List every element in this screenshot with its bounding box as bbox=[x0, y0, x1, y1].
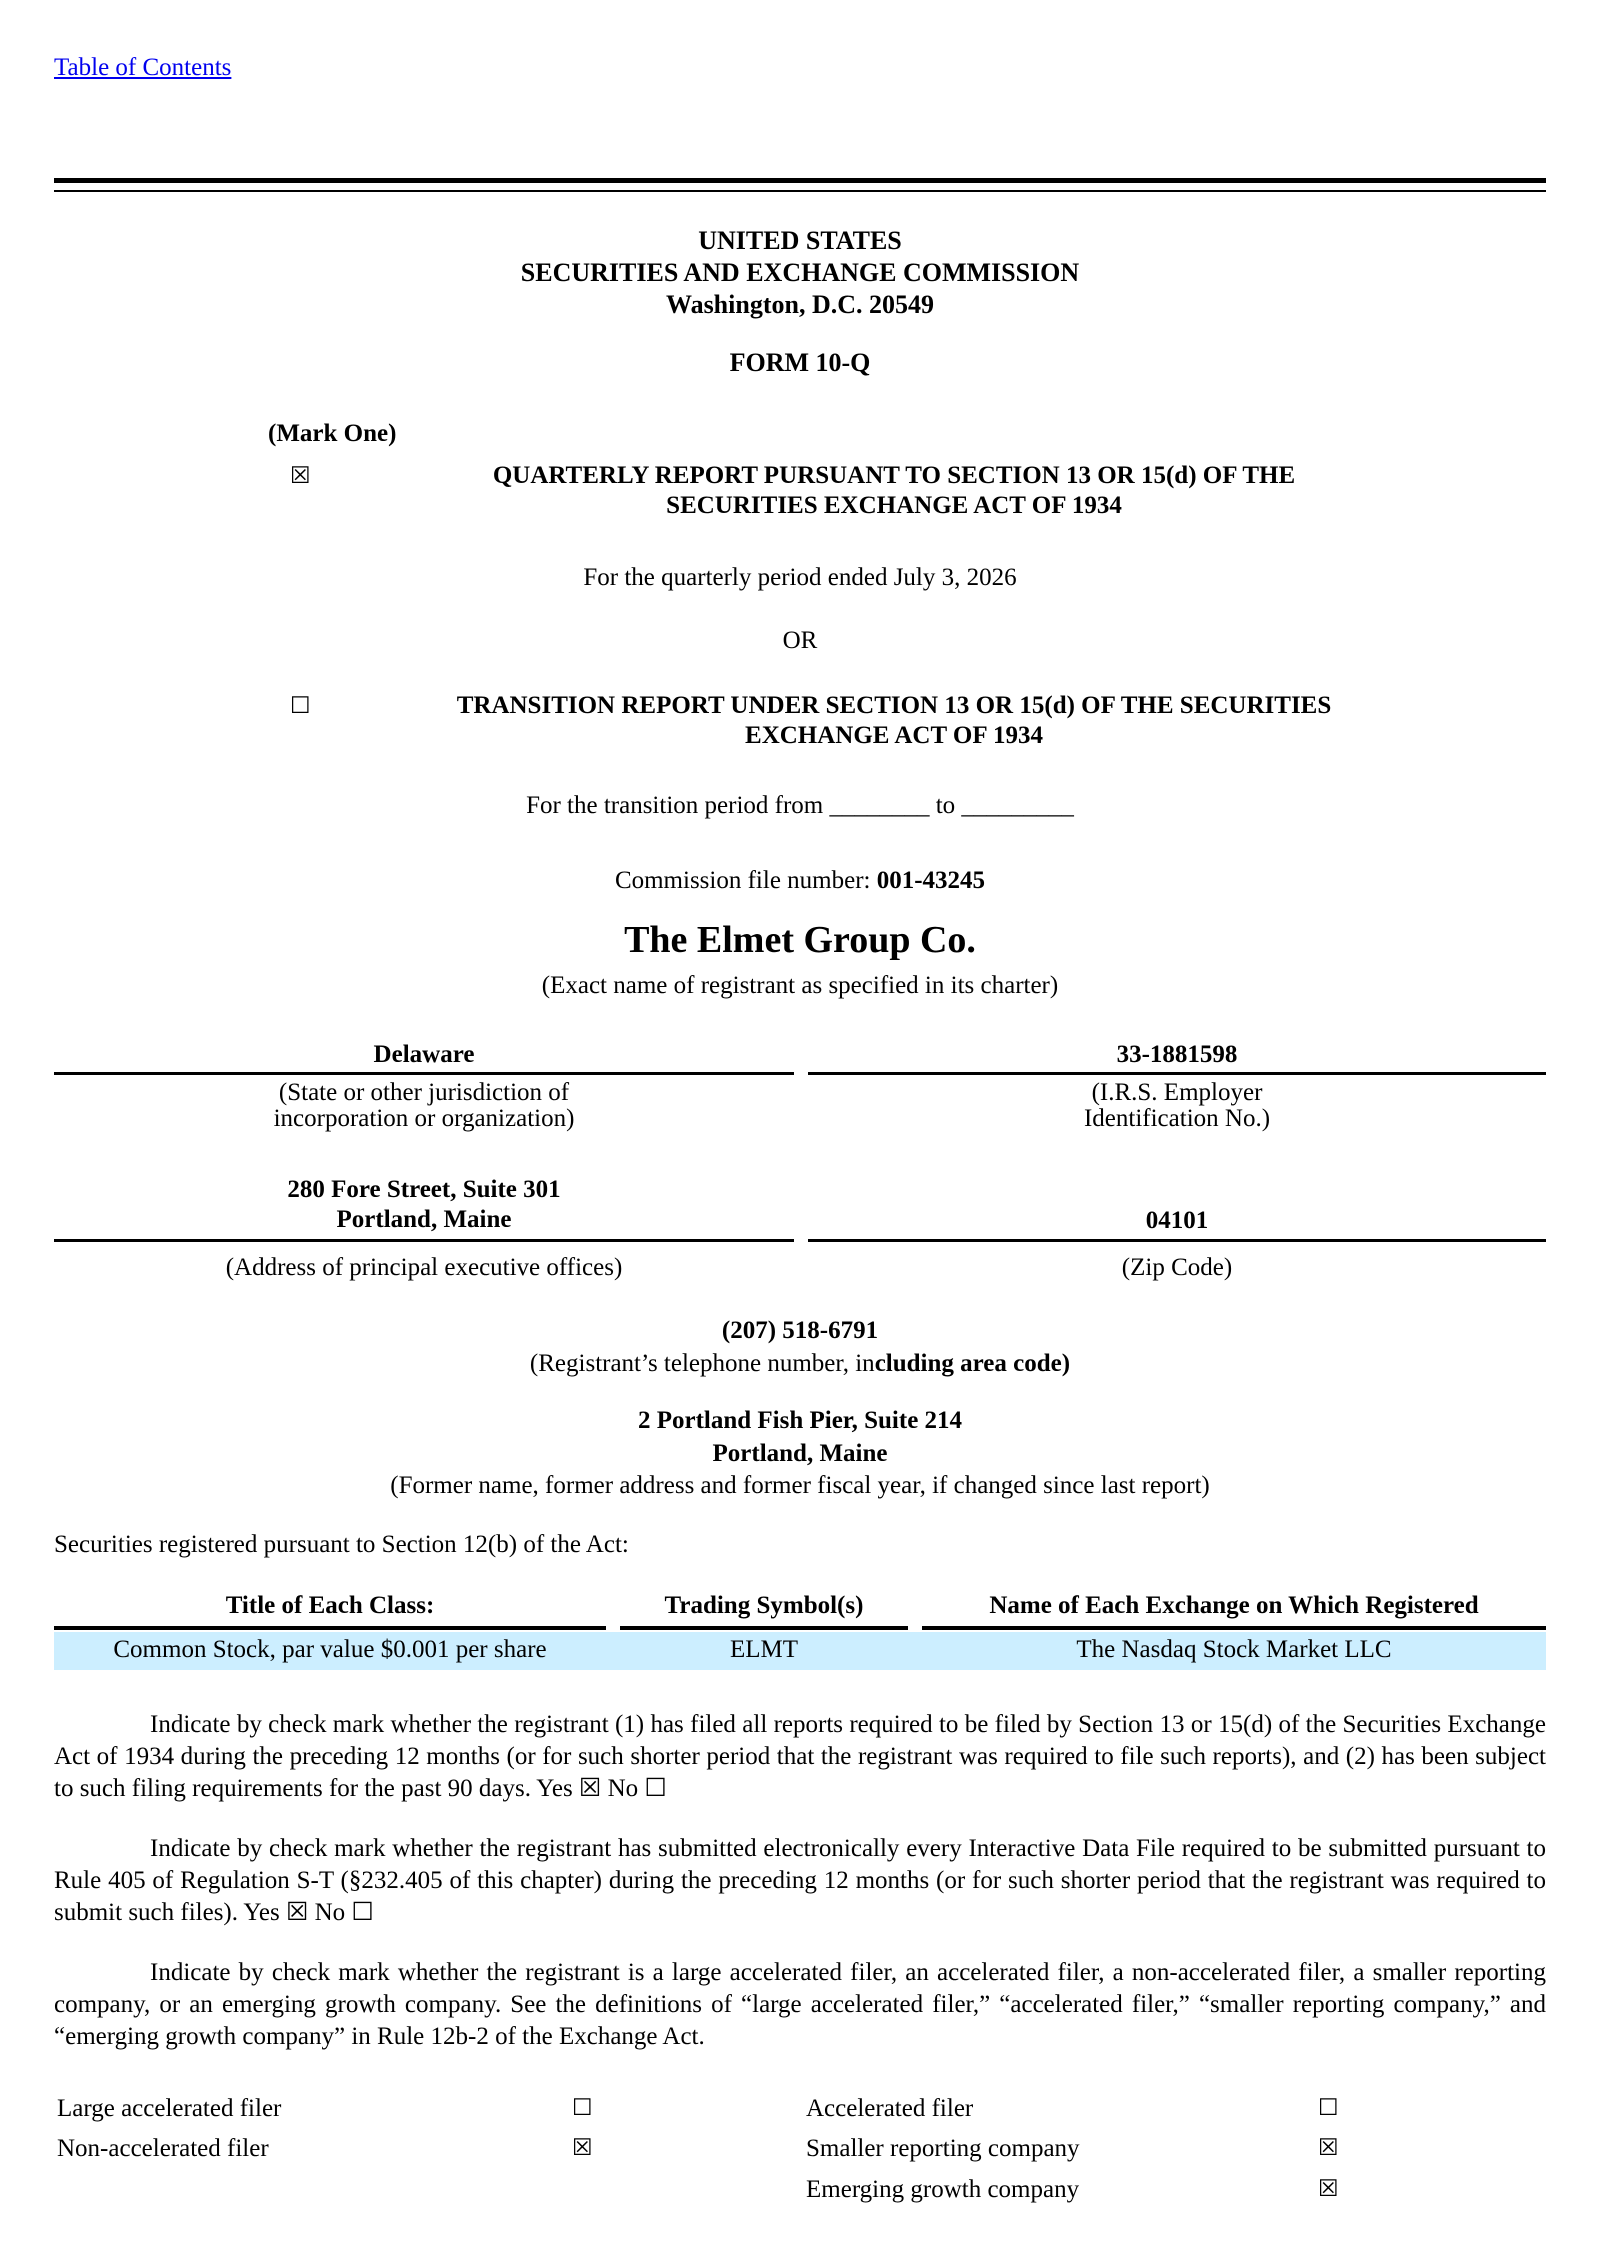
phone-caption-end: cluding area code) bbox=[874, 1350, 1071, 1377]
table-of-contents-link[interactable]: Table of Contents bbox=[54, 54, 232, 81]
ein-caption-line-2: Identification No.) bbox=[1083, 1105, 1271, 1132]
filer-label-emerging-growth: Emerging growth company bbox=[806, 2176, 1080, 2203]
exchange-name-cell: The Nasdaq Stock Market LLC bbox=[1076, 1636, 1392, 1663]
mark-one-label: (Mark One) bbox=[268, 420, 397, 447]
table-row bbox=[54, 1632, 1546, 1670]
ein-rule bbox=[808, 1072, 1546, 1075]
accelerated-filer-checkbox[interactable]: ☐ bbox=[1318, 2095, 1339, 2121]
filer-label-accelerated: Accelerated filer bbox=[806, 2095, 974, 2122]
company-name-caption: (Exact name of registrant as specified in its charter) bbox=[541, 972, 1059, 999]
registrant-phone: (207) 518-6791 bbox=[721, 1317, 879, 1344]
state-caption-line-2: incorporation or organization) bbox=[273, 1105, 575, 1132]
securities-rule-exchange bbox=[922, 1626, 1546, 1630]
interactive-data-paragraph: Indicate by check mark whether the registrant has submitted electronically every Interactive Data File required to be submitted pursuant to Rule 405 of Regulation S-T (§232.405 of this chapter) during the preceding 12 months (or for such shorter period that the registrant was required to submit such files). Yes ☒ No ☐ bbox=[54, 1835, 1546, 1926]
transition-period: For the transition period from ________ to _________ bbox=[526, 792, 1074, 819]
zip-code: 04101 bbox=[1145, 1207, 1209, 1234]
securities-rule-title bbox=[54, 1626, 606, 1630]
filer-label-non-accelerated: Non-accelerated filer bbox=[57, 2135, 269, 2162]
agency-header bbox=[54, 225, 1546, 321]
ein-caption-line-1: (I.R.S. Employer bbox=[1091, 1079, 1263, 1106]
quarterly-report-line-2: SECURITIES EXCHANGE ACT OF 1934 bbox=[666, 492, 1122, 519]
large-accelerated-filer-checkbox[interactable]: ☐ bbox=[572, 2095, 593, 2121]
transition-report-line-2: EXCHANGE ACT OF 1934 bbox=[745, 722, 1043, 749]
filer-label-smaller-reporting: Smaller reporting company bbox=[806, 2135, 1080, 2162]
emerging-growth-company-checkbox[interactable]: ☒ bbox=[1318, 2176, 1339, 2202]
securities-intro: Securities registered pursuant to Section 12(b) of the Act: bbox=[54, 1531, 629, 1558]
address-line-1: 280 Fore Street, Suite 301 bbox=[287, 1176, 561, 1203]
quarterly-report-checkbox[interactable]: ☒ bbox=[290, 463, 311, 489]
securities-header-title: Title of Each Class: bbox=[225, 1592, 435, 1619]
header-line-2: SECURITIES AND EXCHANGE COMMISSION bbox=[520, 258, 1080, 287]
address-rule bbox=[54, 1239, 794, 1242]
reports-filed-paragraph: Indicate by check mark whether the registrant (1) has filed all reports required to be filed by Section 13 or 15(d) of the Securities Exchange Act of 1934 during the preceding 12 months (or for such shorter period that the registrant was required to file such reports), and (2) has been subject to such filing requirements for the past 90 days. Yes ☒ No ☐ bbox=[54, 1711, 1546, 1802]
quarterly-report-title bbox=[394, 461, 1394, 521]
state-of-incorporation: Delaware bbox=[373, 1041, 475, 1068]
state-rule bbox=[54, 1072, 794, 1075]
or-separator: OR bbox=[782, 627, 818, 654]
zip-rule bbox=[808, 1239, 1546, 1242]
former-address-line-1: 2 Portland Fish Pier, Suite 214 bbox=[637, 1407, 963, 1434]
zip-caption: (Zip Code) bbox=[1121, 1254, 1233, 1281]
security-title-cell: Common Stock, par value $0.001 per share bbox=[113, 1636, 547, 1663]
non-accelerated-filer-checkbox[interactable]: ☒ bbox=[572, 2135, 593, 2161]
commission-label: Commission file number: bbox=[614, 867, 877, 894]
securities-header-exchange: Name of Each Exchange on Which Registered bbox=[989, 1592, 1479, 1619]
securities-rule-symbol bbox=[620, 1626, 908, 1630]
commission-number: 001-43245 bbox=[876, 867, 986, 894]
state-caption-line-1: (State or other jurisdiction of bbox=[278, 1079, 570, 1106]
trading-symbol-cell: ELMT bbox=[729, 1636, 799, 1663]
former-address bbox=[54, 1404, 1546, 1470]
header-double-rule bbox=[54, 178, 1546, 192]
transition-report-line-1: TRANSITION REPORT UNDER SECTION 13 OR 15(d) OF THE SECURITIES bbox=[456, 692, 1332, 719]
ein-caption bbox=[808, 1080, 1546, 1132]
company-name: The Elmet Group Co. bbox=[624, 919, 976, 961]
phone-caption-start: (Registrant’s telephone number, in bbox=[529, 1350, 875, 1377]
transition-report-checkbox[interactable]: ☐ bbox=[290, 693, 311, 719]
filer-label-large-accelerated: Large accelerated filer bbox=[57, 2095, 282, 2122]
transition-report-title bbox=[394, 691, 1394, 751]
address-line-2: Portland, Maine bbox=[336, 1206, 512, 1233]
filer-status-paragraph: Indicate by check mark whether the registrant is a large accelerated filer, an accelerated filer, a non-accelerated filer, a smaller reporting company, or an emerging growth company. See the definitions of “large accelerated filer,” “accelerated filer,” “smaller reporting company,” and “emerging growth company” in Rule 12b-2 of the Exchange Act. bbox=[54, 1959, 1546, 2050]
header-line-1: UNITED STATES bbox=[698, 226, 902, 255]
address-caption: (Address of principal executive offices) bbox=[225, 1254, 623, 1281]
state-caption bbox=[54, 1080, 794, 1132]
phone-caption bbox=[54, 1348, 1546, 1381]
former-address-caption: (Former name, former address and former fiscal year, if changed since last report) bbox=[390, 1472, 1210, 1499]
former-address-line-2: Portland, Maine bbox=[712, 1440, 888, 1467]
quarterly-period: For the quarterly period ended July 3, 2026 bbox=[583, 564, 1017, 591]
smaller-reporting-company-checkbox[interactable]: ☒ bbox=[1318, 2135, 1339, 2161]
securities-header-symbol: Trading Symbol(s) bbox=[664, 1592, 864, 1619]
commission-file-number bbox=[54, 865, 1546, 898]
form-title: FORM 10-Q bbox=[729, 348, 871, 377]
principal-office-address bbox=[54, 1175, 794, 1235]
quarterly-report-line-1: QUARTERLY REPORT PURSUANT TO SECTION 13 OR 15(d) OF THE bbox=[492, 462, 1296, 489]
irs-employer-id: 33-1881598 bbox=[1116, 1041, 1238, 1068]
header-line-3: Washington, D.C. 20549 bbox=[666, 290, 934, 319]
